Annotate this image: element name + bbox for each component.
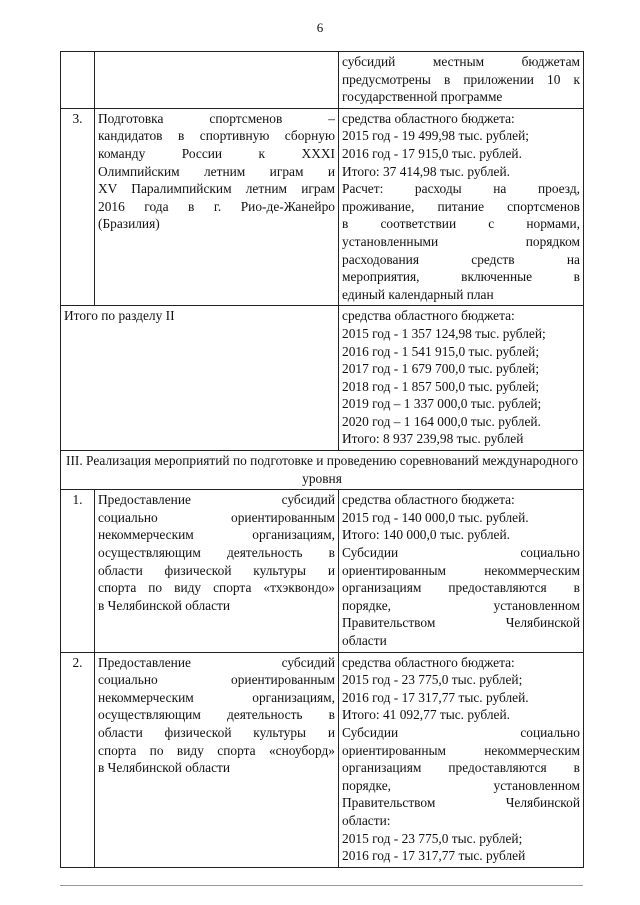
text-line: команду России к XXXI: [98, 145, 335, 161]
text-line: Субсидии социально: [342, 724, 580, 740]
cell-num: 1.: [61, 490, 95, 652]
text-line: кандидатов в спортивную сборную: [98, 128, 335, 144]
text-line: 2016 год - 1 541 915,0 тыс. рублей;: [342, 343, 540, 359]
section-heading: III. Реализация мероприятий по подготовке и проведению соревнований международного уровня: [61, 451, 584, 490]
text-line: порядке, установленном: [342, 597, 580, 613]
text-line: (Бразилия): [98, 216, 160, 232]
text-line: Итого: 37 414,98 тыс. рублей.: [342, 163, 511, 179]
text-line: Итого: 8 937 239,98 тыс. рублей: [342, 431, 524, 447]
text-line: Субсидии социально: [342, 545, 580, 561]
text-line: области:: [342, 812, 391, 828]
text-line: Предоставление субсидий: [98, 654, 335, 670]
text-line: социально ориентированным: [98, 672, 335, 688]
text-line: Олимпийским летним играм и: [98, 163, 335, 179]
text-line: Правительством Челябинской: [342, 615, 580, 631]
text-line: Подготовка спортсменов –: [98, 110, 335, 126]
text-line: 2016 год - 17 317,77 тыс. рублей.: [342, 689, 529, 705]
text-line: некоммерческим организациям,: [98, 527, 335, 543]
page-number: 6: [316, 20, 324, 35]
cell-measure: [95, 490, 339, 652]
text-line: 2016 год - 17 317,77 тыс. рублей: [342, 848, 526, 864]
table-row-s3-item-2: [61, 652, 584, 867]
text-line: 2015 год - 23 775,0 тыс. рублей;: [342, 672, 523, 688]
table-row-total-section-2: [61, 306, 584, 451]
text-line: Расчет: расходы на проезд,: [342, 181, 580, 197]
cell-measure: [95, 108, 339, 306]
text-line: средства областного бюджета:: [342, 654, 515, 670]
text-line: в Челябинской области: [98, 597, 231, 613]
text-line: 2015 год - 140 000,0 тыс. рублей.: [342, 509, 529, 525]
text-line: Предоставление субсидий: [98, 492, 335, 508]
text-line: Итого: 41 092,77 тыс. рублей.: [342, 707, 511, 723]
text-line: 2015 год - 23 775,0 тыс. рублей;: [342, 830, 523, 846]
text-line: проживание, питание спортсменов: [342, 198, 580, 214]
text-line: предусмотрены в приложении 10 к: [342, 71, 580, 87]
text-line: 2015 год - 19 499,98 тыс. рублей;: [342, 128, 529, 144]
cell-num-empty: [61, 52, 95, 109]
text-line: спорта по виду спорта «сноуборд»: [98, 742, 335, 758]
cell-funding-continuation: [339, 52, 584, 109]
text-line: 2020 год – 1 164 000,0 тыс. рублей.: [342, 413, 541, 429]
text-line: спорта по виду спорта «тхэквондо»: [98, 580, 335, 596]
table-row-item-3: [61, 108, 584, 306]
cell-num: 3.: [61, 108, 95, 306]
text-line: средства областного бюджета:: [342, 492, 515, 508]
text-line: ориентированным некоммерческим: [342, 562, 580, 578]
text-line: 2017 год - 1 679 700,0 тыс. рублей;: [342, 361, 540, 377]
measures-table: [60, 51, 584, 868]
cell-measure-empty: [95, 52, 339, 109]
text-line: единый календарный план: [342, 286, 494, 302]
cell-funding: [339, 306, 584, 451]
text-line: мероприятия, включенные в: [342, 269, 580, 285]
text-line: субсидий местным бюджетам: [342, 54, 580, 69]
text-line: ориентированным некоммерческим: [342, 742, 580, 758]
text-line: в Челябинской области: [98, 760, 231, 776]
text-line: области: [342, 633, 387, 648]
text-line: области физической культуры и: [98, 562, 335, 578]
text-line: средства областного бюджета:: [342, 308, 515, 324]
text-line: организациям предоставляются в: [342, 760, 580, 776]
text-line: Правительством Челябинской: [342, 795, 580, 811]
text-line: социально ориентированным: [98, 509, 335, 525]
text-line: установленными порядком: [342, 233, 580, 249]
cell-measure: [95, 652, 339, 867]
table-row-continuation: [61, 52, 584, 109]
text-line: 2016 год - 17 915,0 тыс. рублей.: [342, 145, 522, 161]
text-line: области физической культуры и: [98, 724, 335, 740]
text-line: осуществляющим деятельность в: [98, 545, 335, 561]
table-row-s3-item-1: [61, 490, 584, 652]
text-line: 2015 год - 1 357 124,98 тыс. рублей;: [342, 325, 546, 341]
cell-funding: [339, 108, 584, 306]
text-line: 2018 год - 1 857 500,0 тыс. рублей;: [342, 378, 540, 394]
text-line: порядке, установленном: [342, 777, 580, 793]
text-line: средства областного бюджета:: [342, 110, 515, 126]
text-line: 2019 год – 1 337 000,0 тыс. рублей;: [342, 396, 542, 412]
text-line: организациям предоставляются в: [342, 580, 580, 596]
cell-funding: [339, 490, 584, 652]
cell-total-label: [61, 306, 339, 451]
table-row-section-heading: [61, 451, 584, 490]
page-bottom-rule: [60, 885, 583, 886]
text-line: расходования средств на: [342, 251, 580, 267]
cell-funding: [339, 652, 584, 867]
text-line: некоммерческим организациям,: [98, 689, 335, 705]
text-line: 2016 года в г. Рио-де-Жанейро: [98, 198, 335, 214]
text-line: XV Паралимпийским летним играм: [98, 181, 335, 197]
total-label: Итого по разделу II: [64, 308, 175, 324]
text-line: осуществляющим деятельность в: [98, 707, 335, 723]
text-line: в соответствии с нормами,: [342, 216, 580, 232]
text-line: государственной программе: [342, 89, 503, 105]
cell-num: 2.: [61, 652, 95, 867]
text-line: Итого: 140 000,0 тыс. рублей.: [342, 527, 511, 543]
